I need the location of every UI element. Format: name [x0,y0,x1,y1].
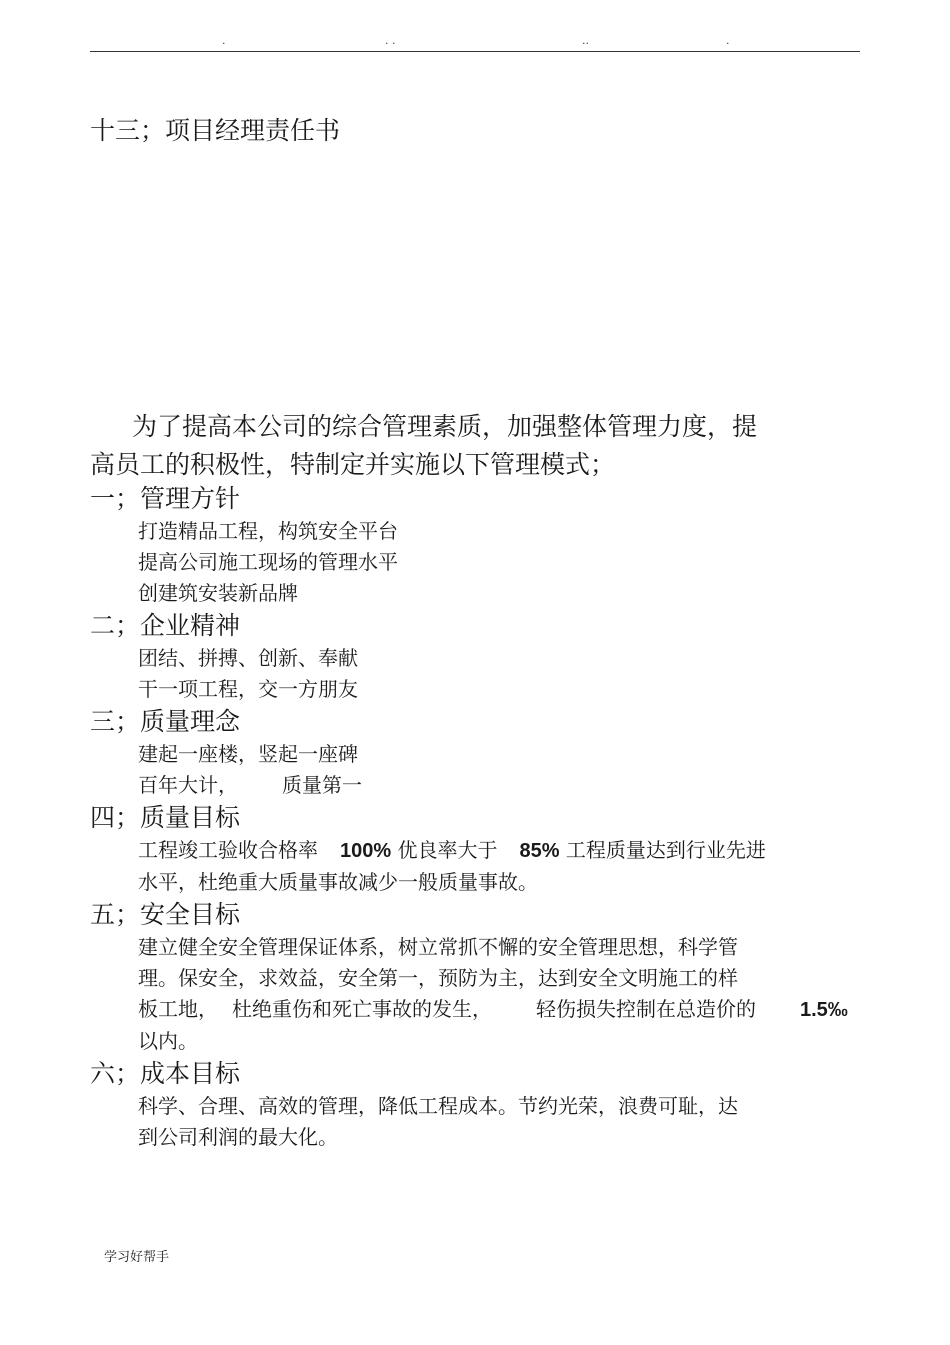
body-line: 以内。 [138,1029,198,1053]
body-line: 创建筑安装新品牌 [138,581,298,605]
section-heading: 一；管理方针 [90,484,241,513]
header-mark: . . [385,34,396,47]
body-line: 团结、拼搏、创新、奉献 [138,646,358,670]
section-body [90,835,870,898]
split-right: 质量第一 [282,773,362,797]
body-line: 打造精品工程，构筑安全平台 [138,519,398,543]
header-mark: . [726,34,730,47]
header-mark: . [222,34,226,47]
section-heading: 二；企业精神 [90,611,241,640]
section-quality-concept [90,705,870,801]
body-line [138,994,870,1026]
split-left: 百年大计， [138,773,238,797]
body-line [138,770,870,801]
body-line: 干一项工程，交一方朋友 [138,677,358,701]
body-line: 建起一座楼，竖起一座碑 [138,742,358,766]
document-title: 十三；项目经理责任书 [90,116,341,145]
intro-paragraph [90,408,830,484]
section-management-policy [90,482,870,609]
quality-text: 工程竣工验收合格率 [138,838,318,862]
body-line: 提高公司施工现场的管理水平 [138,550,398,574]
loss-limit-value: 1.5‰ [800,999,848,1021]
excellence-rate-value: 85% [519,840,560,862]
header-mark: .. [582,34,589,47]
acceptance-rate-value: 100% [340,840,392,862]
section-body [90,643,870,705]
body-line: 建立健全安全管理保证体系，树立常抓不懈的安全管理思想，科学管 [138,935,738,959]
intro-line: 高员工的积极性，特制定并实施以下管理模式； [90,450,616,479]
section-body [90,1091,870,1153]
safety-text: 轻伤损失控制在总造价的 [536,997,756,1021]
footer-label: 学习好帮手 [104,1250,170,1265]
section-heading: 六；成本目标 [90,1059,241,1088]
quality-text: 优良率大于 [397,838,498,862]
body-line: 理。保安全，求效益，安全第一，预防为主，达到安全文明施工的样 [138,966,738,990]
section-cost-target [90,1057,870,1153]
section-heading: 五；安全目标 [90,900,241,929]
section-enterprise-spirit [90,609,870,705]
section-body [90,932,870,1057]
section-body [90,516,870,609]
body-line: 水平，杜绝重大质量事故减少一般质量事故。 [138,870,538,894]
quality-text: 工程质量达到行业先进 [565,838,766,862]
section-safety-target [90,898,870,1057]
safety-text: 板工地， [138,997,218,1021]
section-quality-target [90,801,870,898]
body-line: 科学、合理、高效的管理，降低工程成本。节约光荣，浪费可耻，达 [138,1094,738,1118]
safety-text: 杜绝重伤和死亡事故的发生， [232,997,492,1021]
body-line [138,835,870,867]
section-heading: 三；质量理念 [90,707,241,736]
header-rule [90,51,860,52]
section-heading: 四；质量目标 [90,803,241,832]
section-body [90,739,870,801]
intro-line: 为了提高本公司的综合管理素质，加强整体管理力度，提 [132,412,758,441]
body-line: 到公司利润的最大化。 [138,1125,338,1149]
sections [90,482,870,1153]
